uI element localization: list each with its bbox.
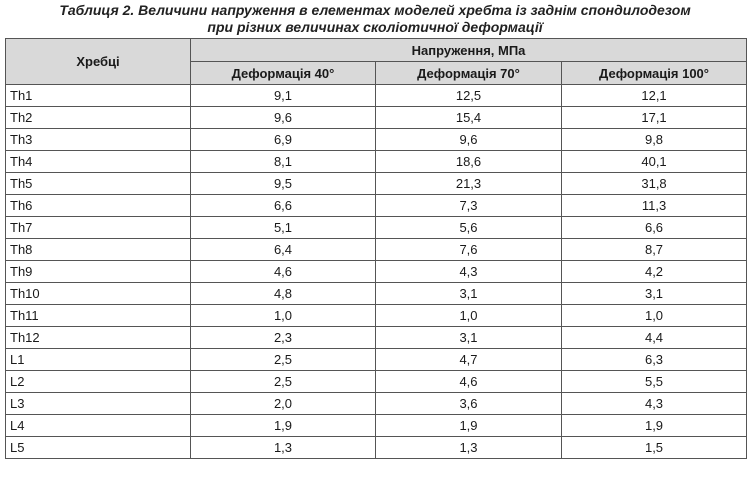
stress-value-cell: 9,1 — [191, 85, 376, 107]
vertebra-name-cell: Th3 — [6, 129, 191, 151]
column-header-deformation-70: Деформація 70° — [376, 62, 562, 85]
stress-value-cell: 9,6 — [191, 107, 376, 129]
table-row — [6, 217, 747, 239]
stress-value-cell: 17,1 — [562, 107, 747, 129]
vertebra-name-cell: L1 — [6, 349, 191, 371]
stress-value-cell: 4,6 — [191, 261, 376, 283]
stress-value-cell: 4,3 — [376, 261, 562, 283]
table-caption — [0, 0, 750, 36]
stress-value-cell: 1,9 — [376, 415, 562, 437]
stress-value-cell: 3,1 — [562, 283, 747, 305]
table-row — [6, 239, 747, 261]
table-row — [6, 195, 747, 217]
table-body — [6, 85, 747, 459]
stress-value-cell: 9,8 — [562, 129, 747, 151]
stress-value-cell: 9,5 — [191, 173, 376, 195]
table-row — [6, 393, 747, 415]
stress-value-cell: 18,6 — [376, 151, 562, 173]
caption-line-2: при різних величинах сколіотичної деформації — [207, 19, 543, 35]
stress-value-cell: 2,5 — [191, 371, 376, 393]
vertebra-name-cell: Th1 — [6, 85, 191, 107]
table-row — [6, 173, 747, 195]
vertebra-name-cell: Th6 — [6, 195, 191, 217]
stress-value-cell: 15,4 — [376, 107, 562, 129]
vertebra-name-cell: L3 — [6, 393, 191, 415]
table-row — [6, 129, 747, 151]
stress-value-cell: 3,6 — [376, 393, 562, 415]
stress-value-cell: 2,5 — [191, 349, 376, 371]
stress-value-cell: 5,6 — [376, 217, 562, 239]
stress-value-cell: 4,6 — [376, 371, 562, 393]
stress-value-cell: 21,3 — [376, 173, 562, 195]
vertebra-name-cell: L2 — [6, 371, 191, 393]
stress-value-cell: 4,4 — [562, 327, 747, 349]
table-header — [6, 39, 747, 85]
column-header-deformation-100: Деформація 100° — [562, 62, 747, 85]
stress-value-cell: 1,9 — [191, 415, 376, 437]
stress-value-cell: 12,5 — [376, 85, 562, 107]
table-row — [6, 437, 747, 459]
stress-value-cell: 6,3 — [562, 349, 747, 371]
table-row — [6, 107, 747, 129]
stress-value-cell: 12,1 — [562, 85, 747, 107]
stress-value-cell: 40,1 — [562, 151, 747, 173]
column-group-header-stress: Напруження, МПа — [191, 39, 747, 62]
vertebra-name-cell: Th4 — [6, 151, 191, 173]
stress-value-cell: 3,1 — [376, 283, 562, 305]
table-row — [6, 349, 747, 371]
stress-value-cell: 1,3 — [191, 437, 376, 459]
stress-value-cell: 6,6 — [562, 217, 747, 239]
table-row — [6, 415, 747, 437]
stress-value-cell: 9,6 — [376, 129, 562, 151]
stress-value-cell: 5,1 — [191, 217, 376, 239]
column-header-vertebrae: Хребці — [6, 39, 191, 85]
stress-value-cell: 6,4 — [191, 239, 376, 261]
table-row — [6, 327, 747, 349]
table-row — [6, 371, 747, 393]
stress-value-cell: 4,7 — [376, 349, 562, 371]
stress-value-cell: 7,6 — [376, 239, 562, 261]
vertebra-name-cell: Th12 — [6, 327, 191, 349]
caption-line-1: Таблиця 2. Величини напруження в елементах моделей хребта із заднім спондилодезом — [59, 2, 691, 18]
stress-value-cell: 8,1 — [191, 151, 376, 173]
stress-value-cell: 5,5 — [562, 371, 747, 393]
table-row — [6, 261, 747, 283]
stress-value-cell: 2,3 — [191, 327, 376, 349]
vertebra-name-cell: Th2 — [6, 107, 191, 129]
stress-value-cell: 1,0 — [562, 305, 747, 327]
stress-value-cell: 1,9 — [562, 415, 747, 437]
vertebra-name-cell: Th10 — [6, 283, 191, 305]
stress-value-cell: 2,0 — [191, 393, 376, 415]
vertebra-name-cell: Th7 — [6, 217, 191, 239]
stress-value-cell: 6,6 — [191, 195, 376, 217]
stress-table — [5, 38, 747, 459]
stress-value-cell: 1,3 — [376, 437, 562, 459]
stress-value-cell: 4,8 — [191, 283, 376, 305]
vertebra-name-cell: Th5 — [6, 173, 191, 195]
vertebra-name-cell: L4 — [6, 415, 191, 437]
stress-value-cell: 4,2 — [562, 261, 747, 283]
column-header-deformation-40: Деформація 40° — [191, 62, 376, 85]
table-row — [6, 85, 747, 107]
stress-value-cell: 1,5 — [562, 437, 747, 459]
stress-value-cell: 1,0 — [376, 305, 562, 327]
stress-value-cell: 3,1 — [376, 327, 562, 349]
vertebra-name-cell: L5 — [6, 437, 191, 459]
stress-value-cell: 7,3 — [376, 195, 562, 217]
stress-value-cell: 4,3 — [562, 393, 747, 415]
table-row — [6, 151, 747, 173]
stress-value-cell: 6,9 — [191, 129, 376, 151]
table-row — [6, 283, 747, 305]
stress-value-cell: 31,8 — [562, 173, 747, 195]
vertebra-name-cell: Th9 — [6, 261, 191, 283]
vertebra-name-cell: Th8 — [6, 239, 191, 261]
vertebra-name-cell: Th11 — [6, 305, 191, 327]
stress-value-cell: 1,0 — [191, 305, 376, 327]
table-row — [6, 305, 747, 327]
stress-value-cell: 11,3 — [562, 195, 747, 217]
stress-value-cell: 8,7 — [562, 239, 747, 261]
